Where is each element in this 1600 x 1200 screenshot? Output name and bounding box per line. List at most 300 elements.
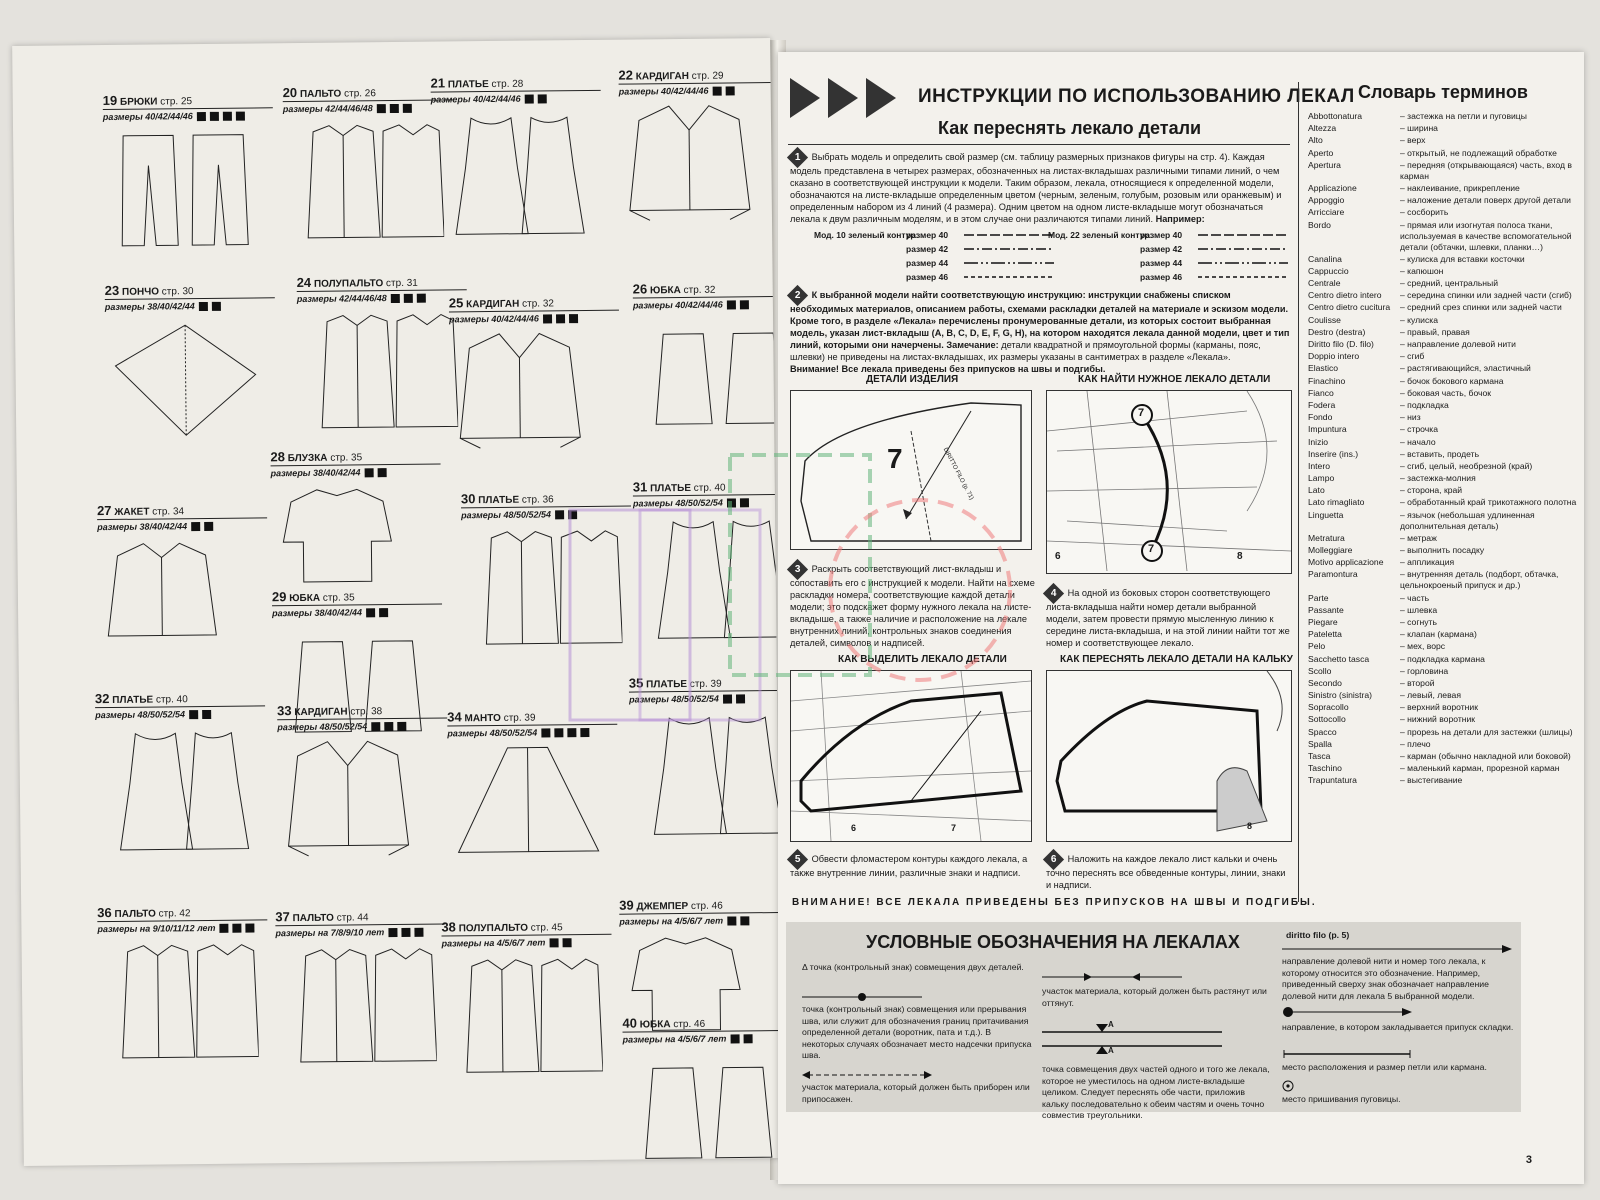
model-name: ДЖЕМПЕР xyxy=(636,900,689,913)
model-page: стр. 35 xyxy=(322,592,355,604)
step-number: 5 xyxy=(787,849,808,870)
sizes-label: размеры 48/50/52/54 xyxy=(632,497,723,509)
vocab-translation: – внутренняя деталь (подборт, обтачка, цельнокроеный припуск и др.) xyxy=(1400,569,1559,591)
divider xyxy=(788,144,1290,145)
vocab-entry xyxy=(1308,641,1578,652)
sizes-label: размеры 38/40/42/44 xyxy=(272,607,363,619)
model-sizes xyxy=(277,720,447,732)
sizes-label: размеры 40/42/44/46 xyxy=(102,111,193,123)
model-page: стр. 46 xyxy=(673,1018,706,1031)
vocab-translation: – боковая часть, бочок xyxy=(1400,387,1492,398)
model-sizes xyxy=(297,292,467,304)
vocab-term: Linguetta xyxy=(1308,509,1344,520)
sizes-label: размеры на 4/5/6/7 лет xyxy=(441,937,546,949)
size-marker-icon xyxy=(417,293,426,302)
model-name: ПОЛУПАЛЬТО xyxy=(458,922,529,935)
vocab-translation: – вставить, продеть xyxy=(1400,448,1480,459)
model-page: стр. 39 xyxy=(689,678,722,690)
step-5-text: Обвести фломастером контуры каждого лекала, а также внутренние линии, различные знаки и надписи. xyxy=(790,854,1028,878)
vocab-translation: – наложение детали поверх другой детали xyxy=(1400,195,1571,206)
vocab-term: Impuntura xyxy=(1308,424,1347,435)
size-marker-icon xyxy=(569,314,578,323)
size-marker-icon xyxy=(401,927,410,936)
vocab-translation: – сторона, край xyxy=(1400,485,1463,496)
step-2 xyxy=(790,288,1290,375)
model-card xyxy=(447,708,619,873)
legend-left-title: Мод. 10 зеленый контур: xyxy=(814,230,919,240)
sizes-label: размеры 38/40/42/44 xyxy=(104,301,195,313)
vocab-term: Molleggiare xyxy=(1308,545,1353,555)
model-sizes xyxy=(283,102,453,114)
vocab-translation: – бочок бокового кармана xyxy=(1400,375,1504,386)
size-marker-icon xyxy=(377,468,386,477)
vocab-entry xyxy=(1308,545,1578,556)
model-name: МАНТО xyxy=(464,712,501,725)
model-header xyxy=(105,281,275,300)
symbol-grain: направление долевой нити и номер того лекала, к которому относится это обозначение. Например, приведенный сверху знак обозначает направление долевой нити для лекала 5 выбранной модели. xyxy=(1282,956,1489,1001)
model-header xyxy=(103,91,273,110)
vocab-entry xyxy=(1308,654,1578,665)
size-marker-icon xyxy=(740,498,749,507)
model-sketch xyxy=(619,99,780,231)
vocab-term: Parte xyxy=(1308,592,1329,603)
vocabulary xyxy=(1308,82,1578,788)
model-name: ПЛАТЬЕ xyxy=(478,494,520,507)
model-number: 30 xyxy=(460,491,476,507)
grain-symbol-label: diritto filo (p. 5) xyxy=(1286,930,1350,940)
model-name: КАРДИГАН xyxy=(294,706,348,719)
pattern-num-top: 7 xyxy=(1138,407,1145,419)
vocab-translation: – средний срез спинки или задней части xyxy=(1400,302,1562,313)
triangle-arrows-icon xyxy=(790,76,910,120)
size-marker-icon xyxy=(541,728,550,737)
vocab-translation: – застежка на петли и пуговицы xyxy=(1400,111,1527,121)
vocab-term: Lato rimagliato xyxy=(1308,497,1365,508)
model-sketch xyxy=(623,1047,782,1166)
size-marker-icon xyxy=(232,923,241,932)
model-header xyxy=(449,294,619,313)
sizes-label: размеры на 4/5/6/7 лет xyxy=(619,915,724,927)
model-header xyxy=(441,918,611,937)
vocab-entry xyxy=(1308,302,1578,313)
vocab-term: Canalina xyxy=(1308,253,1342,264)
vocab-term: Centrale xyxy=(1308,278,1341,289)
model-header xyxy=(275,908,445,927)
vocab-entry xyxy=(1308,363,1578,374)
model-sketch xyxy=(283,116,444,248)
size-marker-icon xyxy=(554,728,563,737)
step-1 xyxy=(790,150,1290,225)
vocab-translation: – второй xyxy=(1400,677,1435,688)
model-sketch xyxy=(629,707,782,839)
pattern-num-b: 8 xyxy=(1237,551,1243,562)
vocab-entry xyxy=(1308,111,1578,122)
pattern-num-6: 6 xyxy=(851,823,857,833)
vocab-term: Cappuccio xyxy=(1308,265,1349,276)
step-1-text: Выбрать модель и определить свой размер (см. таблицу размерных признаков фигуры на стр. 4). Каждая модель представлена в четырех размерах, обозначенных на листах-вкладышах различными типами линий, о чем сказано в соответствующей инструкции к модели. Таким образом, лекала, относящиеся к определенной модели, обозначаются на листе-вкладыше определенным цветом (черным, зеленым, голубым, розовым или оранжевым) и определенным набором из 4 линий (4 размера). Одним цветом на одном листе-вкладыше могут обозначаться лекала к двум различным моделям, и в этом случае они различаются типами линий. xyxy=(790,152,1282,224)
vocab-entry xyxy=(1308,678,1578,689)
sizes-label: размеры 48/50/52/54 xyxy=(447,727,538,739)
size-marker-icon xyxy=(191,522,200,531)
size-marker-icon xyxy=(736,694,745,703)
model-card xyxy=(449,294,621,459)
model-page: стр. 35 xyxy=(330,452,363,464)
buttonhole-icon xyxy=(1282,1050,1412,1058)
model-card xyxy=(275,908,447,1073)
model-card xyxy=(277,701,449,866)
vocab-term: Finachino xyxy=(1308,375,1346,386)
size-marker-icon xyxy=(404,293,413,302)
model-name: ПЛАТЬЕ xyxy=(447,79,489,91)
model-header xyxy=(629,674,782,693)
model-header xyxy=(272,588,442,607)
sizes-label: размеры 42/44/46/48 xyxy=(296,293,387,305)
step-1-example: Например: xyxy=(1155,214,1205,224)
vocab-term: Bordo xyxy=(1308,219,1331,230)
stretch-arrow-icon xyxy=(1042,972,1182,982)
vocab-entry xyxy=(1308,510,1578,532)
vocab-term: Centro dietro cucitura xyxy=(1308,302,1391,313)
line-type-icon xyxy=(1198,246,1288,252)
vocab-term: Arricciare xyxy=(1308,207,1345,218)
vocab-term: Metratura xyxy=(1308,532,1345,543)
symbol-notch: Δ точка (контрольный знак) совмещения двух деталей. xyxy=(802,962,1024,972)
button-icon xyxy=(1282,1080,1294,1092)
vocab-term: Secondo xyxy=(1308,677,1342,688)
vocab-term: Fondo xyxy=(1308,412,1333,423)
vocab-translation: – выполнить посадку xyxy=(1400,545,1485,555)
vocab-term: Taschino xyxy=(1308,763,1342,774)
pleat-arrow-icon xyxy=(1282,1006,1412,1018)
symbol-button: место пришивания пуговицы. xyxy=(1282,1094,1401,1104)
size-marker-icon xyxy=(525,94,534,103)
vocab-entry xyxy=(1308,727,1578,738)
vocab-entry xyxy=(1308,473,1578,484)
model-sizes xyxy=(633,299,782,311)
model-sizes xyxy=(275,927,445,939)
vocab-translation: – сосборить xyxy=(1400,207,1449,218)
vocab-entry xyxy=(1308,775,1578,786)
model-page: стр. 40 xyxy=(155,694,188,706)
sizes-label: размеры 40/42/44/46 xyxy=(632,299,723,311)
model-name: ПАЛЬТО xyxy=(299,88,342,100)
model-number: 39 xyxy=(619,897,634,913)
model-sketch xyxy=(276,941,437,1073)
model-sizes xyxy=(447,727,617,739)
size-marker-icon xyxy=(727,916,736,925)
vocab-translation: – прямая или изогнутая полоса ткани, используемая в качестве вспомогательной детали (обтачки, шлевки, планки…) xyxy=(1400,219,1572,252)
step-5 xyxy=(790,852,1030,879)
vocab-translation: – нижний воротник xyxy=(1400,714,1476,725)
model-sketch xyxy=(461,523,622,655)
vocab-translation: – сгиб xyxy=(1400,351,1425,362)
size-marker-icon xyxy=(740,300,749,309)
model-page: стр. 26 xyxy=(344,88,376,100)
vocab-entry xyxy=(1308,437,1578,448)
legend-row xyxy=(1140,258,1288,268)
vocab-term: Spalla xyxy=(1308,738,1332,749)
model-name: ЮБКА xyxy=(649,285,681,297)
model-sizes xyxy=(442,937,612,949)
model-header xyxy=(633,478,782,497)
diagram-find-pattern xyxy=(1046,390,1292,574)
vocab-term: Doppio intero xyxy=(1308,351,1360,362)
symbol-ease: участок материала, который должен быть приборен или припосажен. xyxy=(802,1082,1030,1104)
vocab-entry xyxy=(1308,148,1578,159)
model-header xyxy=(461,490,631,509)
vocab-entry xyxy=(1308,135,1578,146)
vocab-entry xyxy=(1308,400,1578,411)
model-header xyxy=(430,74,600,93)
model-card xyxy=(461,490,633,655)
model-header xyxy=(297,273,467,292)
right-page-instructions xyxy=(778,52,1584,1184)
size-marker-icon xyxy=(204,521,213,530)
vocab-term: Lampo xyxy=(1308,473,1335,484)
model-card xyxy=(629,674,782,839)
vocab-entry xyxy=(1308,497,1578,508)
size-marker-icon xyxy=(199,301,208,310)
vocab-term: Centro dietro intero xyxy=(1308,290,1382,301)
size-marker-icon xyxy=(740,916,749,925)
model-number: 38 xyxy=(441,919,456,935)
vocab-entry xyxy=(1308,617,1578,628)
vocab-translation: – передняя (открывающаяся) часть, вход в карман xyxy=(1400,159,1572,181)
size-marker-icon xyxy=(556,314,565,323)
vocab-term: Paramontura xyxy=(1308,569,1358,580)
model-number: 25 xyxy=(448,295,464,311)
vocab-entry xyxy=(1308,327,1578,338)
vocab-term: Trapuntatura xyxy=(1308,775,1357,786)
symbol-join: точка совмещения двух частей одного и того же лекала, которое не уместилось на одном листе-вкладыше целиком. Следует переснять обе части, приложив кальку последовательно к обеим частям и очень точно совместив треугольники. xyxy=(1042,1064,1270,1120)
model-page: стр. 39 xyxy=(503,712,536,724)
model-name: ПАЛЬТО xyxy=(114,908,156,920)
model-page: стр. 32 xyxy=(683,284,716,296)
symbol-stretch: участок материала, который должен быть растянут или оттянут. xyxy=(1042,986,1267,1008)
page-title: ИНСТРУКЦИИ ПО ИСПОЛЬЗОВАНИЮ ЛЕКАЛ xyxy=(918,86,1355,107)
vocab-term: Intero xyxy=(1308,460,1330,471)
vocab-term: Fianco xyxy=(1308,387,1334,398)
model-card xyxy=(622,1014,781,1166)
vocab-translation: – растягивающийся, эластичный xyxy=(1400,363,1531,374)
legend-row xyxy=(906,258,1054,268)
model-sizes xyxy=(633,497,782,509)
model-page: стр. 31 xyxy=(385,277,418,290)
vocab-term: Motivo applicazione xyxy=(1308,557,1384,568)
vocab-entry xyxy=(1308,207,1578,218)
join-label-bottom: A xyxy=(1108,1046,1114,1055)
vocab-entry xyxy=(1308,424,1578,435)
step-4-text: На одной из боковых сторон соответствующего листа-вкладыша найти номер детали выбранной модели, затем провести прямую мысленную линию к середине листа-вкладыша, и на этой линии найти тот же номер и соответствующее лекало. xyxy=(1046,588,1290,648)
model-number: 31 xyxy=(632,479,648,495)
vocab-entry xyxy=(1308,714,1578,725)
step-2-text: К выбранной модели найти соответствующую инструкцию: инструкции снабжены списком необходимых материалов, описанием работы, схемами раскладки деталей на материале и эскизом модели. Кроме того, в разделе «Лекала» перечислены пронумерованные детали, из которых состоит выбранная модель, указан лист-вкладыш (A, B, C, D, E, F, G, H), на котором находятся лекала данной модели, цвет и тип линий, которыми они начерчены. xyxy=(790,290,1290,350)
vocab-entry xyxy=(1308,533,1578,544)
model-sizes xyxy=(272,607,442,619)
legend-size: размер 42 xyxy=(1140,244,1183,254)
vocab-translation: – строчка xyxy=(1400,424,1438,435)
model-card xyxy=(441,918,613,1083)
vocab-term: Elastico xyxy=(1308,363,1339,374)
sizes-label: размеры 38/40/42/44 xyxy=(270,467,361,479)
line-type-icon xyxy=(964,246,1054,252)
page-number: 3 xyxy=(1525,1154,1532,1166)
model-card xyxy=(103,91,275,256)
line-type-icon xyxy=(964,232,1054,238)
size-marker-icon xyxy=(219,923,228,932)
step-number: 2 xyxy=(787,285,808,306)
model-sizes xyxy=(95,708,265,720)
vocab-translation: – середина спинки или задней части (сгиб) xyxy=(1400,290,1572,301)
vocab-entry xyxy=(1308,388,1578,399)
page-subtitle: Как переснять лекало детали xyxy=(938,118,1202,138)
sizes-label: размеры 40/42/44/46 xyxy=(618,85,709,97)
symbol-dot: точка (контрольный знак) совмещения или прерывания шва, или служит для обозначения границ притачивания определенной детали (воротник, пата и т.д.). В некоторых случаях обозначает место надсечки припуска шва. xyxy=(802,1004,1032,1060)
model-card xyxy=(97,501,269,666)
size-marker-icon xyxy=(725,86,734,95)
vocab-translation: – шлевка xyxy=(1400,604,1438,615)
model-header xyxy=(633,280,782,299)
model-sketch xyxy=(277,735,438,867)
legend-right-title: Мод. 22 зеленый контур: xyxy=(1048,230,1153,240)
model-sketch xyxy=(297,306,458,438)
vocab-term: Pelo xyxy=(1308,641,1326,652)
model-header xyxy=(619,896,782,915)
model-number: 29 xyxy=(271,589,287,605)
size-marker-icon xyxy=(538,94,547,103)
size-marker-icon xyxy=(212,301,221,310)
size-marker-icon xyxy=(723,694,732,703)
vocab-entry xyxy=(1308,160,1578,182)
model-name: ПЛАТЬЕ xyxy=(650,482,692,495)
vocab-translation: – низ xyxy=(1400,412,1421,423)
model-card xyxy=(105,281,277,446)
vocab-term: Sinistro (sinistra) xyxy=(1308,690,1372,701)
model-card xyxy=(95,689,267,854)
sizes-label: размеры 40/42/44/46 xyxy=(448,313,539,325)
vocab-entry xyxy=(1308,666,1578,677)
vocab-term: Scollo xyxy=(1308,665,1332,676)
model-number: 24 xyxy=(296,274,312,291)
size-marker-icon xyxy=(245,923,254,932)
vocab-term: Appoggio xyxy=(1308,195,1345,206)
step-3 xyxy=(790,562,1040,649)
size-marker-icon xyxy=(568,510,577,519)
size-marker-icon xyxy=(197,111,206,120)
size-marker-icon xyxy=(727,498,736,507)
vocab-entry xyxy=(1308,290,1578,301)
vocab-term: Diritto filo (D. filo) xyxy=(1308,339,1374,349)
size-marker-icon xyxy=(223,111,232,120)
model-page: стр. 29 xyxy=(691,70,724,82)
size-marker-icon xyxy=(390,103,399,112)
vocab-entry xyxy=(1308,702,1578,713)
sizes-label: размеры 42/44/46/48 xyxy=(282,103,373,115)
vocab-translation: – застежка-молния xyxy=(1400,473,1476,484)
model-sketch xyxy=(633,511,782,643)
model-sizes xyxy=(449,313,619,325)
model-sketch xyxy=(98,936,259,1068)
sizes-label: размеры 48/50/52/54 xyxy=(628,693,719,705)
size-marker-icon xyxy=(730,1034,739,1043)
step-6 xyxy=(1046,852,1290,891)
vocab-translation: – открытый, не подлежащий обработке xyxy=(1400,147,1557,158)
piece-number: 7 xyxy=(887,443,903,474)
model-number: 27 xyxy=(96,502,112,519)
vocab-entry xyxy=(1308,461,1578,472)
vocab-term: Inserire (ins.) xyxy=(1308,448,1359,459)
size-marker-icon xyxy=(397,721,406,730)
model-sketch xyxy=(97,534,258,666)
model-name: ПЛАТЬЕ xyxy=(112,694,154,706)
model-card xyxy=(97,903,269,1068)
model-sizes xyxy=(105,300,275,312)
size-marker-icon xyxy=(236,111,245,120)
legend-row xyxy=(906,230,1054,240)
vocab-term: Applicazione xyxy=(1308,182,1357,193)
vocab-term: Lato xyxy=(1308,485,1325,496)
step-4 xyxy=(1046,586,1290,649)
vocab-term: Altezza xyxy=(1308,123,1337,134)
vocab-term: Piegare xyxy=(1308,616,1338,627)
symbol-pleat: направление, в котором закладывается припуск складки. xyxy=(1282,1022,1514,1032)
model-sizes xyxy=(461,509,631,521)
line-type-icon xyxy=(964,274,1054,280)
model-header xyxy=(270,448,440,467)
vocab-translation: – мех, ворс xyxy=(1400,641,1446,652)
model-sketch xyxy=(449,327,610,459)
step-6-text: Наложить на каждое лекало лист кальки и очень точно переснять все обведенные контуры, линии, знаки и надписи. xyxy=(1046,854,1286,890)
vocab-translation: – аппликация xyxy=(1400,557,1455,568)
vocab-translation: – часть xyxy=(1400,592,1430,603)
model-sketch xyxy=(105,314,266,446)
model-page: стр. 46 xyxy=(690,900,723,912)
model-card xyxy=(633,280,782,445)
model-number: 36 xyxy=(97,905,112,921)
model-page: стр. 32 xyxy=(522,298,554,310)
line-type-icon xyxy=(1198,260,1288,266)
vocab-translation: – клапан (кармана) xyxy=(1400,629,1477,640)
step-2-note-label: Замечание: xyxy=(946,340,999,350)
vocab-entry xyxy=(1308,339,1578,350)
model-header xyxy=(97,903,267,922)
legend-size: размер 46 xyxy=(906,272,949,282)
model-page: стр. 45 xyxy=(530,922,563,934)
model-number: 20 xyxy=(282,85,298,101)
vocab-translation: – наклеивание, прикрепление xyxy=(1400,182,1520,193)
diagram-trace-pattern xyxy=(1046,670,1292,842)
model-number: 21 xyxy=(430,75,446,91)
vocab-entry xyxy=(1308,278,1578,289)
model-number: 26 xyxy=(632,281,648,297)
size-marker-icon xyxy=(371,722,380,731)
model-header xyxy=(622,1014,781,1033)
vocab-entry xyxy=(1308,485,1578,496)
vocab-entry xyxy=(1308,376,1578,387)
size-marker-icon xyxy=(384,722,393,731)
gather-arrow-icon xyxy=(802,1070,932,1080)
vocab-term: Sopracollo xyxy=(1308,702,1349,713)
vocab-entry xyxy=(1308,220,1578,253)
vocab-entry xyxy=(1308,254,1578,265)
vocab-term: Coulisse xyxy=(1308,314,1341,325)
model-header xyxy=(618,66,781,85)
vocab-term: Aperto xyxy=(1308,147,1334,158)
vocab-translation: – начало xyxy=(1400,436,1436,447)
model-sketch xyxy=(447,741,608,873)
model-card xyxy=(283,83,455,248)
model-name: КАРДИГАН xyxy=(466,298,520,311)
